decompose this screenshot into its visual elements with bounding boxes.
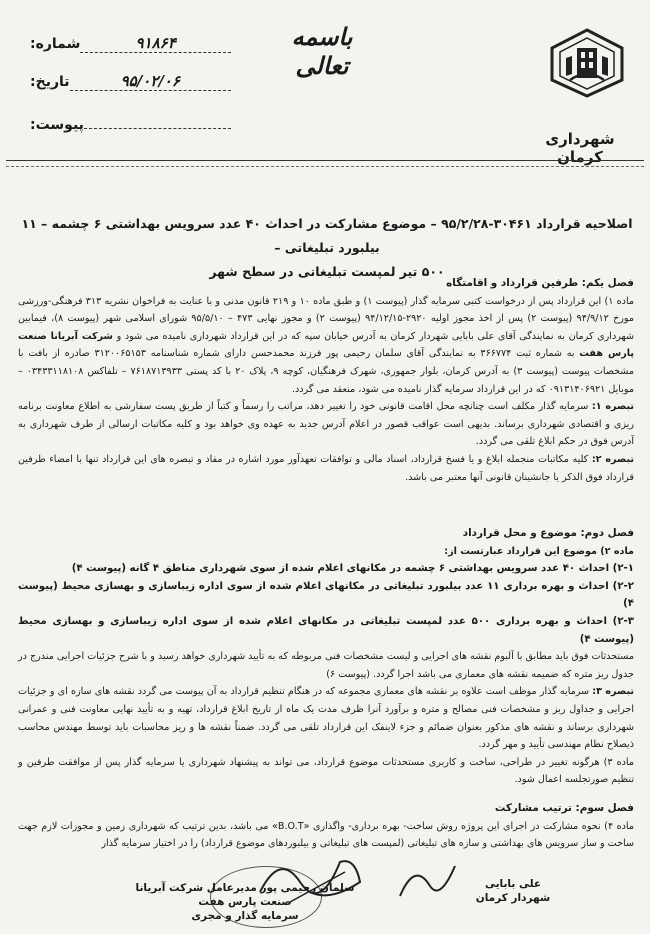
article-2-3: ۲-۳) احداث و بهره برداری ۵۰۰ عدد لمپست تبلیغاتی در مکانهای اعلام شده از سوی اداره زیباسازی و بهسازی محیط (پیوست ۴) [18,615,634,645]
title-line-2: ۵۰۰ تیر لمپست تبلیغاتی در سطح شهر [209,264,445,279]
number-value: ۹۱۸۶۴ [80,34,231,53]
mayor-signature-block [448,877,578,905]
attachment-label: پیوست: [30,117,84,133]
date-value: ۹۵/۰۲/۰۶ [70,72,231,91]
mayor-title: شهردار کرمان [475,892,551,904]
section-one [18,275,634,486]
kerman-municipality-logo [548,28,626,98]
contractor-role: سرمایه گذار و مجری [191,910,299,922]
contractor-company-name: شرکت آبریانا صنعت پارس هفت [18,330,634,360]
article-1-part-1: ماده ۱) این قرارداد پس از درخواست کتبی سرمایه گذار (پیوست ۱) و طبق ماده ۱۰ و ۲۱۹ قانون مدنی و با عنایت به فراخوان نشریه ۳۱۳ فرهنگی-ورزشی مورخ ۹۴/۹/۱۲ (پیوست ۲) پس از اخذ مجوز اولیه ۲۹۲۰-۹۴/۱۲/۱۵ (پیوست ۲) و مجوز نهایی ۴۷۳ – ۹۵/۵/۱۰ شورای اسلامی شهر (پیوست ۸)، فیمابین شهرداری کرمان به نمایندگی آقای علی بابایی شهردار کرمان به آدرس خیابان سپه که در این قرارداد شهرداری نامیده می شود و [18,295,635,342]
note-1 [18,398,634,451]
note-1-label: تبصره ۱: [591,401,634,413]
contractor-signature-block [135,881,355,923]
note-2-label: تبصره ۲: [591,453,634,465]
title-line-1: اصلاحیه قرارداد ۳۰۴۶۱-۹۵/۲/۲۸ – موضوع مشارکت در احداث ۴۰ عدد سرویس بهداشتی ۶ چشمه – ۱۱ بیلبورد تبلیغاتی – [21,216,633,255]
article-1-part-2: به شماره ثبت ۳۶۶۷۷۴ به نمایندگی آقای سلمان رحیمی پور فرزند محمدحسن دارای شماره شناسنامه ۳۱۲۰۰۶۵۱۵۳ صادره از بافت با مشخصات پیوست (پیوست ۳) به آدرس کرمان، بلوار جمهوری، شهرک فرهنگیان، کوچه ۹، پلاک ۲۰ با کد پستی ۷۶۱۸۷۱۳۹۳۳ – تلفاکس ۰۳۴۳۳۱۱۸۱۰۸ – موبایل ۰۹۱۳۱۴۰۶۹۲۱ که در این قرارداد سرمایه گذار نامیده می شود، منعقد می گردد. [18,348,635,395]
document-title [18,212,636,284]
section-two-heading: فصل دوم: موضوع و محل قرارداد [462,527,634,539]
article-2-2: ۲-۲) احداث و بهره برداری ۱۱ عدد بیلبورد تبلیغاتی در مکانهای اعلام شده از سوی اداره زیباسازی و بهسازی محیط (پیوست ۴) [18,580,634,610]
org-name: شهرداری کرمان [545,130,615,166]
date-label: تاریخ: [30,74,70,90]
attachment-value [84,110,231,129]
note-3-label: تبصره ۳: [592,686,634,698]
article-2-1: ۲-۱) احداث ۴۰ عدد سرویس بهداشتی ۶ چشمه در مکانهای اعلام شده از سوی شهرداری مناطق ۴ گانه (پیوست ۴) [71,563,634,575]
header-divider-dashed [6,166,644,167]
section-three-heading: فصل سوم: ترتیب مشارکت [494,802,634,814]
note-1-text: سرمایه گذار مکلف است چنانچه محل اقامت قانونی خود را تغییر دهد، مراتب را رسماً و کتباً از طریق پست سفارشی به اطلاع معاونت برنامه ریزی و اقتصادی شهرداری برساند. بدیهی است عواقب قصور در اعلام آدرس جدید به عهده وی خواهد بود و کلیه مکاتبات ارسالی از طرف شهرداری به آدرس فوق در حکم ابلاغ تلقی می گردد. [18,401,634,448]
note-3 [18,683,634,753]
letter-attachment-row [30,110,235,133]
contractor-signatory: سلمان رحیمی پور مدیرعامل شرکت آبریانا صنعت پارس هفت [135,882,355,908]
section-two [18,525,634,789]
bismillah-heading: باسمه تعالی [291,22,353,80]
header-divider [6,160,644,161]
mayor-name: علی بابایی [484,878,542,890]
article-3: ماده ۳) هرگونه تغییر در طراحی، ساخت و کاربری مستحدثات موضوع قرارداد، می تواند به پیشنهاد شهرداری یا سرمایه گذار پس از موافقت طرفین و تنظیم صورتجلسه اعمال شود. [18,756,634,786]
section-one-heading: فصل یکم: طرفین قرارداد و اقامتگاه [446,277,634,289]
article-2-intro: ماده ۲) موضوع این قرارداد عبارتست از: [444,545,634,557]
note-3-text: سرمایه گذار موظف است علاوه بر نقشه های معماری مجموعه که در هنگام تنظیم قرارداد به آن پیوست می گردد نقشه های سازه ای و جزئیات اجرایی و جداول ریز و مشخصات فنی مصالح و متره و برآورد آنرا ظرف مدت یک ماه از تاریخ ابلاغ قرارداد، تهیه و به تأیید نهایی معاونت فنی و عمرانی شهرداری برساند و نقشه های مذکور بعنوان ضمائم و جزء لاینفک این قرارداد تلقی می گردد. ضمناً نقشه ها و ریز محاسبات باید توسط مهندس محاسب ذیصلاح نظام مهندسی تأیید و مهر گردد. [18,686,634,751]
number-label: شماره: [30,36,81,52]
article-1 [18,293,634,399]
article-4: ماده ۴) نحوه مشارکت در اجرای این پروژه روش ساخت- بهره برداری- واگذاری «B.O.T» می باشد، بدین ترتیب که شهرداری زمین و مجوزات لازم جهت ساخت و ساز سرویس های بهداشتی و سازه های تبلیغاتی (لمپست های تبلیغاتی و بیلبوردهای موضوع قرارداد) را در اختیار سرمایه گذار [18,820,634,850]
note-2 [18,451,634,486]
letter-number-row [30,34,235,53]
letter-date-row [30,72,235,91]
note-2-text: کلیه مکاتبات منجمله ابلاغ و یا فسخ قرارداد، اسناد مالی و توافقات تعهدآور مورد اشاره در مفاد و تبصره های این قرارداد تنها با امضاء طرفین قرارداد فوق الذکر یا جانشینان قانونی آنها معتبر می باشد. [18,453,634,483]
article-2-3-continuation: مستحدثات فوق باید مطابق با آلبوم نقشه های اجرایی و لیست مشخصات فنی مربوطه که به تأیید شهرداری خواهد رسید و با شرح جزئیات اجرایی مندرج در جدول ریز متره که ضمیمه نقشه های معماری می باشد اجرا گردد. (پیوست ۶) [18,651,634,680]
